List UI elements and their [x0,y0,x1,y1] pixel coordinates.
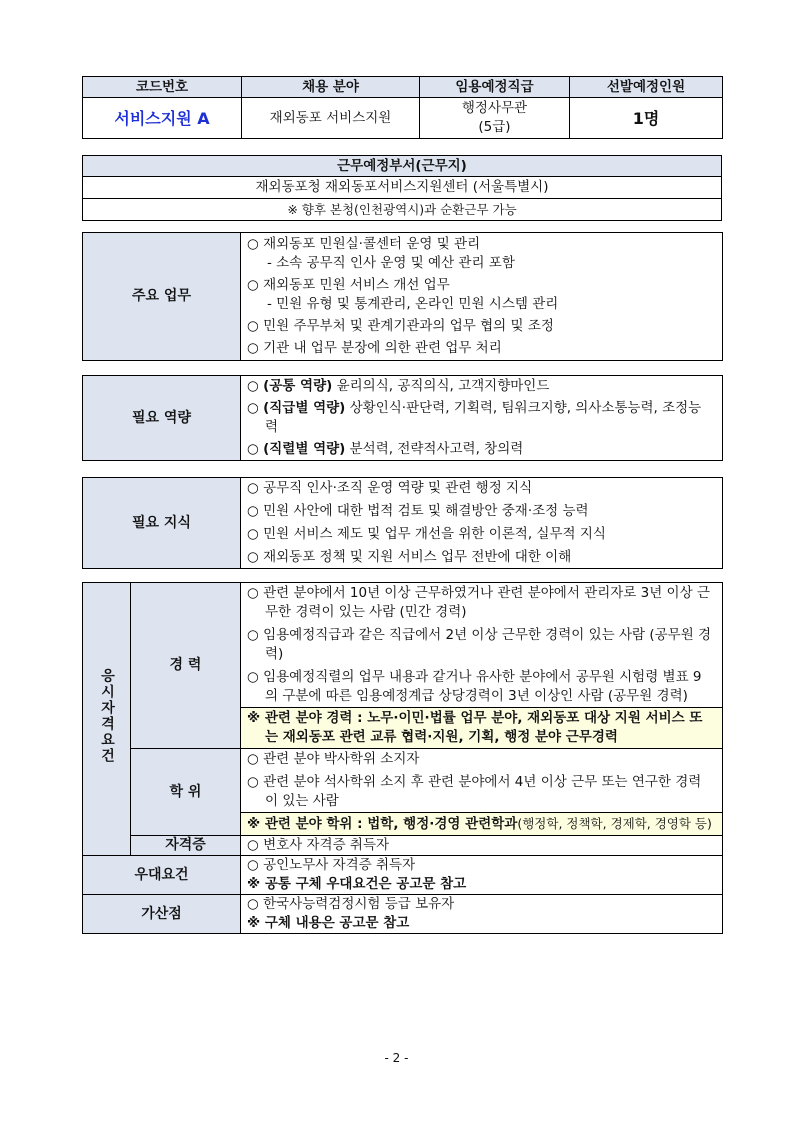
grade-line2: (5급) [478,119,511,135]
knowledge-item: ○ 공무직 인사·조직 운영 역량 및 관련 행정 지식 [247,480,533,496]
duties-label: 주요 업무 [83,233,241,361]
header-field: 채용 분야 [242,77,420,98]
department-table [82,155,722,221]
degree-note: ※ 관련 분야 학위 : 법학, 행정·경영 관련학과(행정학, 정책학, 경제학, 경영학 등) [241,812,722,835]
bonus-label: 가산점 [83,895,241,934]
preference-label: 우대요건 [83,856,241,895]
requirements-table [82,582,723,934]
career-note: ※ 관련 분야 경력 : 노무·이민·법률 업무 분야, 재외동포 대상 지원 서비스 또는 재외동포 관련 교류 협력·지원, 기획, 행정 분야 근무경력 [241,707,722,748]
duty-item: ○ 재외동포 민원 서비스 개선 업무 [247,277,450,293]
degree-label: 학 위 [131,749,241,836]
bonus-note: ※ 구체 내용은 공고문 참고 [247,915,410,931]
competency-label: 필요 역량 [83,376,241,461]
header-count: 선발예정인원 [570,77,723,98]
preference-note: ※ 공통 구체 우대요건은 공고문 참고 [247,876,467,892]
knowledge-item: ○ 민원 서비스 제도 및 업무 개선을 위한 이론적, 실무적 지식 [247,526,606,542]
page-number: - 2 - [384,1051,409,1065]
duty-item: ○ 민원 주무부처 및 관계기관과의 업무 협의 및 조정 [247,318,554,334]
grade-line1: 행정사무관 [461,100,528,116]
competency-item: ○ (공통 역량) 윤리의식, 공직의식, 고객지향마인드 [247,378,550,394]
position-grade [420,98,570,139]
competency-item: ○ (직렬별 역량) 분석력, 전략적사고력, 창의력 [247,441,524,457]
license-item: ○ 변호사 자격증 취득자 [241,836,723,856]
position-code: 서비스지원 A [83,98,242,139]
competency-table [82,375,723,461]
duties-table [82,232,723,361]
career-item: ○ 관련 분야에서 10년 이상 근무하였거나 관련 분야에서 관리자로 3년 이상 근무한 경력이 있는 사람 (민간 경력) [247,585,710,620]
preference-item: ○ 공인노무사 자격증 취득자 [247,857,416,873]
department-name: 재외동포청 재외동포서비스지원센터 (서울특별시) [83,177,722,199]
knowledge-item: ○ 민원 사안에 대한 법적 검토 및 해결방안 중재·조정 능력 [247,503,589,519]
duty-sub-item: - 소속 공무직 인사 운영 및 예산 관리 포함 [267,255,515,271]
duty-item: ○ 재외동포 민원실·콜센터 운영 및 관리 [247,236,481,252]
career-label: 경 력 [131,583,241,749]
position-count: 1명 [570,98,723,139]
knowledge-label: 필요 지식 [83,478,241,569]
bonus-item: ○ 한국사능력검정시험 등급 보유자 [247,896,455,912]
department-note: ※ 향후 본청(인천광역시)과 순환근무 가능 [83,199,722,221]
knowledge-item: ○ 재외동포 정책 및 지원 서비스 업무 전반에 대한 이해 [247,549,572,565]
header-code: 코드번호 [83,77,242,98]
license-label: 자격증 [131,836,241,856]
career-item: ○ 임용예정직급과 같은 직급에서 2년 이상 근무한 경력이 있는 사람 (공무원 경력) [247,627,712,662]
requirements-label: 응시자격요건 [83,583,131,856]
knowledge-table [82,477,723,569]
duty-item: ○ 기관 내 업무 분장에 의한 관련 업무 처리 [247,340,502,356]
position-table [82,76,723,139]
duty-sub-item: - 민원 유형 및 통계관리, 온라인 민원 시스템 관리 [267,296,559,312]
degree-item: ○ 관련 분야 석사학위 소지 후 관련 분야에서 4년 이상 근무 또는 연구한 경력이 있는 사람 [247,774,702,809]
degree-item: ○ 관련 분야 박사학위 소지자 [247,751,420,767]
competency-item: ○ (직급별 역량) 상황인식·판단력, 기획력, 팀워크지향, 의사소통능력, 조정능력 [247,400,702,435]
career-item: ○ 임용예정직렬의 업무 내용과 같거나 유사한 분야에서 공무원 시험령 별표 9의 구분에 따른 임용예정계급 상당경력이 3년 이상인 사람 (공무원 경력) [247,669,702,704]
department-title: 근무예정부서(근무지) [83,156,722,177]
header-grade: 임용예정직급 [420,77,570,98]
position-field: 재외동포 서비스지원 [242,98,420,139]
